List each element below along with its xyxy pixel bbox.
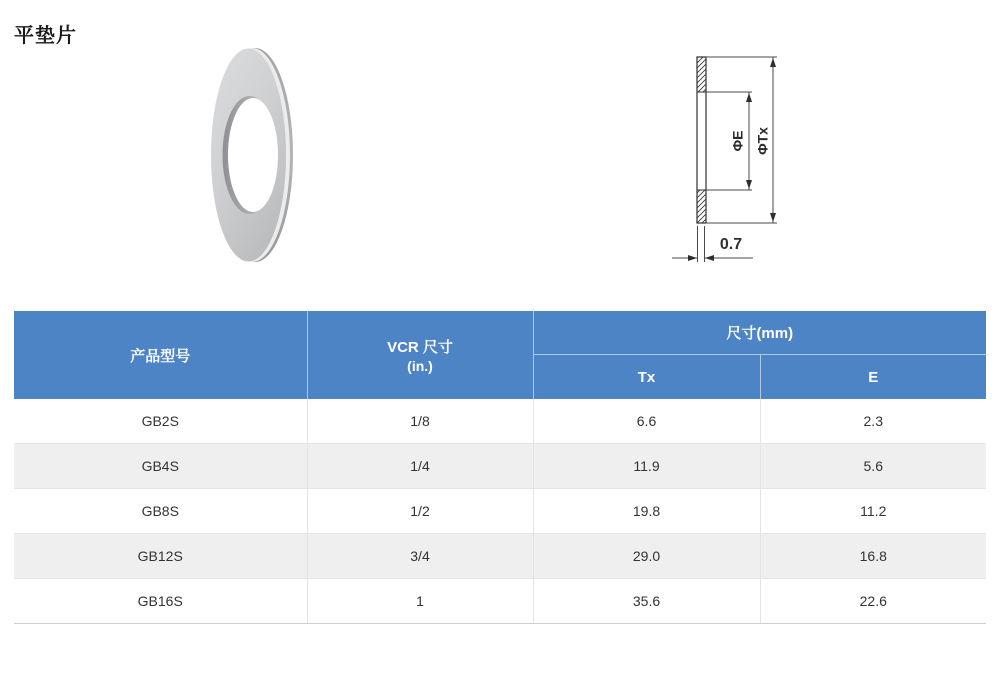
- thickness-label: 0.7: [719, 236, 743, 253]
- table-row: [14, 579, 986, 624]
- cell-model: GB16S: [14, 579, 307, 624]
- spec-table: [14, 311, 986, 624]
- washer-product-image: [196, 42, 312, 268]
- header-dimensions-group: 尺寸(mm): [533, 311, 986, 355]
- extension-lines: [698, 57, 778, 262]
- cell-e: 2.3: [760, 399, 986, 444]
- header-e: E: [760, 355, 986, 400]
- spec-table-header: [14, 311, 986, 399]
- cell-model: GB4S: [14, 444, 307, 489]
- cell-tx: 29.0: [533, 534, 760, 579]
- table-row: [14, 489, 986, 534]
- cell-vcr: 1/2: [307, 489, 533, 534]
- cell-e: 5.6: [760, 444, 986, 489]
- table-row: [14, 444, 986, 489]
- cell-vcr: 3/4: [307, 534, 533, 579]
- header-vcr-size: [307, 311, 533, 399]
- page-title: 平垫片: [14, 25, 77, 47]
- cell-vcr: 1: [307, 579, 533, 624]
- cell-tx: 6.6: [533, 399, 760, 444]
- hatch-bottom: [697, 190, 706, 223]
- header-model: 产品型号: [14, 311, 307, 399]
- cell-tx: 35.6: [533, 579, 760, 624]
- outer-diameter-dimension: [755, 57, 776, 223]
- cell-vcr: 1/8: [307, 399, 533, 444]
- hatch-top: [697, 57, 706, 92]
- header-vcr-size-line2: (in.): [407, 358, 433, 374]
- cell-model: GB8S: [14, 489, 307, 534]
- cell-tx: 11.9: [533, 444, 760, 489]
- inner-diameter-dimension: [730, 92, 752, 190]
- dimension-diagram: [655, 35, 825, 270]
- cell-e: 16.8: [760, 534, 986, 579]
- header-vcr-size-line1: VCR 尺寸: [387, 339, 453, 356]
- cell-tx: 19.8: [533, 489, 760, 534]
- header-tx: Tx: [533, 355, 760, 400]
- spec-table-body: [14, 399, 986, 624]
- inner-diameter-label: ΦE: [729, 130, 746, 152]
- cell-model: GB12S: [14, 534, 307, 579]
- thickness-dimension: [672, 236, 753, 261]
- outer-diameter-label: ΦTx: [754, 127, 771, 155]
- washer-render: [211, 48, 293, 262]
- cell-e: 11.2: [760, 489, 986, 534]
- cell-vcr: 1/4: [307, 444, 533, 489]
- cell-e: 22.6: [760, 579, 986, 624]
- cell-model: GB2S: [14, 399, 307, 444]
- table-row: [14, 534, 986, 579]
- table-row: [14, 399, 986, 444]
